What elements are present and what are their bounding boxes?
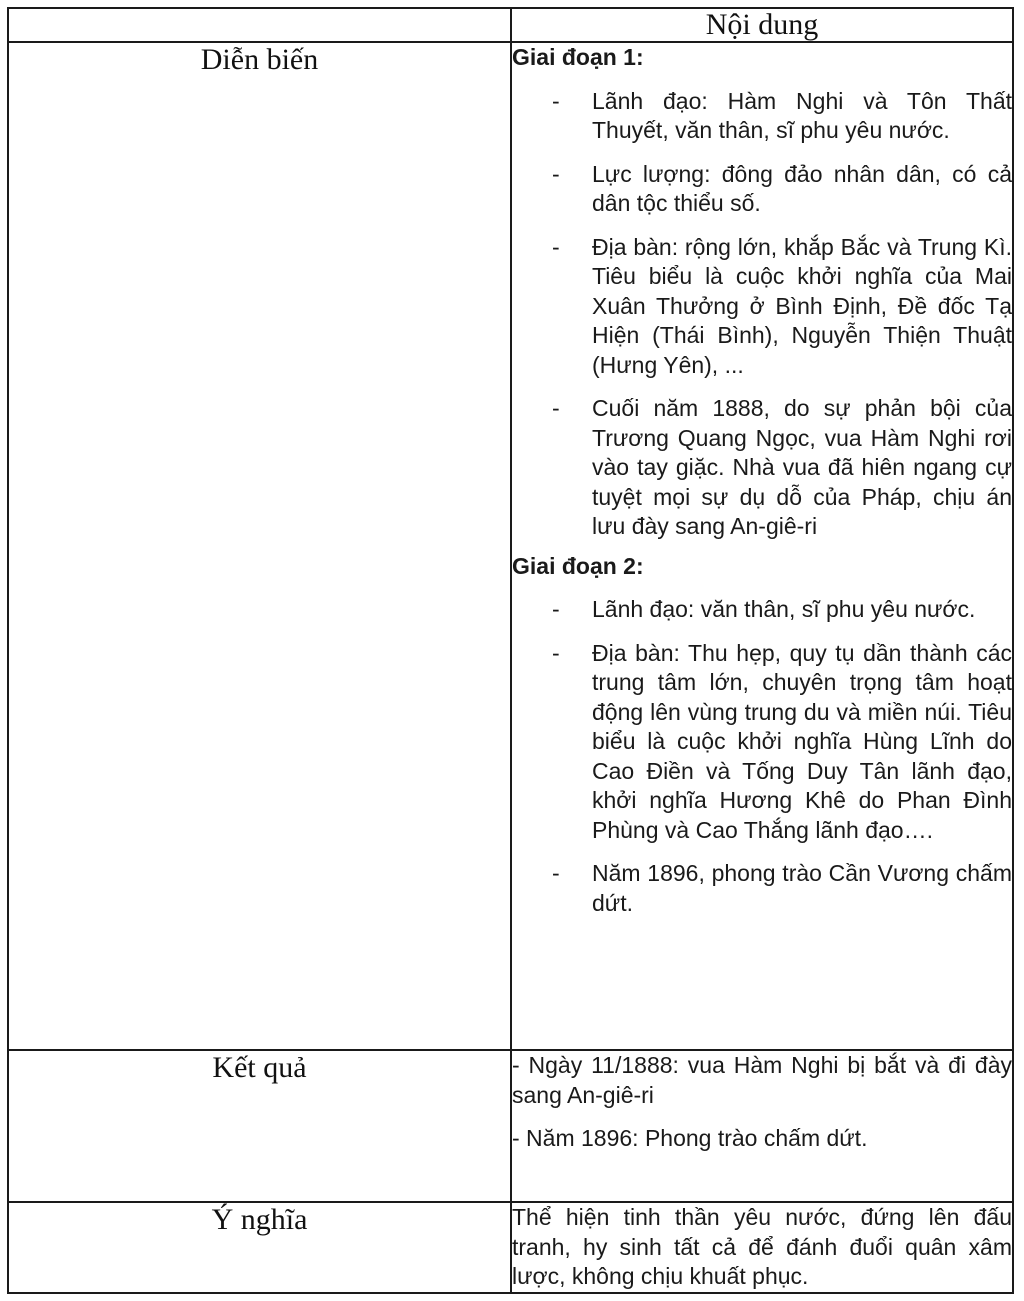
header-cell-empty (8, 8, 511, 42)
list-item-text: Lực lượng: đông đảo nhân dân, có cả dân tộc thiểu số. (592, 160, 1012, 216)
stage-2-list (512, 595, 1012, 918)
table-row-dien-bien (8, 42, 1013, 1050)
y-nghia-text: Thể hiện tinh thần yêu nước, đứng lên đấu tranh, hy sinh tất cả để đánh đuổi quân xâm lược, không chịu khuất phục. (512, 1204, 1012, 1289)
history-table (7, 7, 1014, 1294)
list-item-text: Lãnh đạo: văn thân, sĩ phu yêu nước. (592, 596, 976, 622)
list-item (512, 859, 1012, 918)
bullet-dash: - (552, 160, 560, 187)
list-item-text: Địa bàn: rộng lớn, khắp Bắc và Trung Kì. Tiêu biểu là cuộc khởi nghĩa của Mai Xuân Thưởng ở Bình Định, Đề đốc Tạ Hiện (Thái Bình), Nguyễn Thiện Thuật (Hưng Yên), ... (592, 233, 1012, 378)
ket-qua-line: - Ngày 11/1888: vua Hàm Nghi bị bắt và đi đày sang An-giê-ri (512, 1052, 1012, 1108)
list-item (512, 160, 1012, 219)
bullet-dash: - (552, 639, 560, 666)
table-row-y-nghia (8, 1202, 1013, 1293)
list-item-text: Cuối năm 1888, do sự phản bội của Trương Quang Ngọc, vua Hàm Nghi rơi vào tay giặc. Nhà vua đã hiên ngang cự tuyệt mọi sự dụ dỗ của Pháp, chịu án lưu đày sang An-giê-ri (592, 395, 1012, 539)
table-row-ket-qua (8, 1050, 1013, 1202)
bullet-dash: - (552, 87, 560, 114)
list-item-text: Năm 1896, phong trào Cần Vương chấm dứt. (592, 860, 1012, 916)
bullet-dash: - (552, 395, 560, 421)
stage-1-title: Giai đoạn 1: (512, 44, 644, 70)
list-item (512, 595, 1012, 625)
list-item-text: Lãnh đạo: Hàm Nghi và Tôn Thất Thuyết, văn thân, sĩ phu yêu nước. (592, 87, 1012, 143)
content-cell-y-nghia (511, 1202, 1013, 1293)
stage-1-list (512, 87, 1012, 542)
bullet-dash: - (552, 233, 560, 260)
list-item (512, 394, 1012, 542)
bullet-dash: - (552, 596, 560, 622)
row-label-ket-qua: Kết quả (8, 1050, 511, 1202)
row-label-y-nghia: Ý nghĩa (8, 1202, 511, 1293)
header-cell-content: Nội dung (511, 8, 1013, 42)
table-header-row (8, 8, 1013, 42)
list-item (512, 87, 1012, 146)
bullet-dash: - (552, 860, 560, 886)
list-item (512, 233, 1012, 381)
list-item (512, 639, 1012, 846)
list-item-text: Địa bàn: Thu hẹp, quy tụ dần thành các trung tâm lớn, chuyên trọng tâm hoạt động lên vùng trung du và miền núi. Tiêu biểu là cuộc khởi nghĩa Hùng Lĩnh do Cao Điền và Tống Duy Tân lãnh đạo, khởi nghĩa Hương Khê do Phan Đình Phùng và Cao Thắng lãnh đạo…. (592, 639, 1012, 843)
row-label-dien-bien: Diễn biến (8, 42, 511, 1050)
ket-qua-line: - Năm 1896: Phong trào chấm dứt. (512, 1125, 868, 1151)
stage-2-title: Giai đoạn 2: (512, 552, 644, 579)
content-cell-ket-qua (511, 1050, 1013, 1202)
content-cell-dien-bien (511, 42, 1013, 1050)
